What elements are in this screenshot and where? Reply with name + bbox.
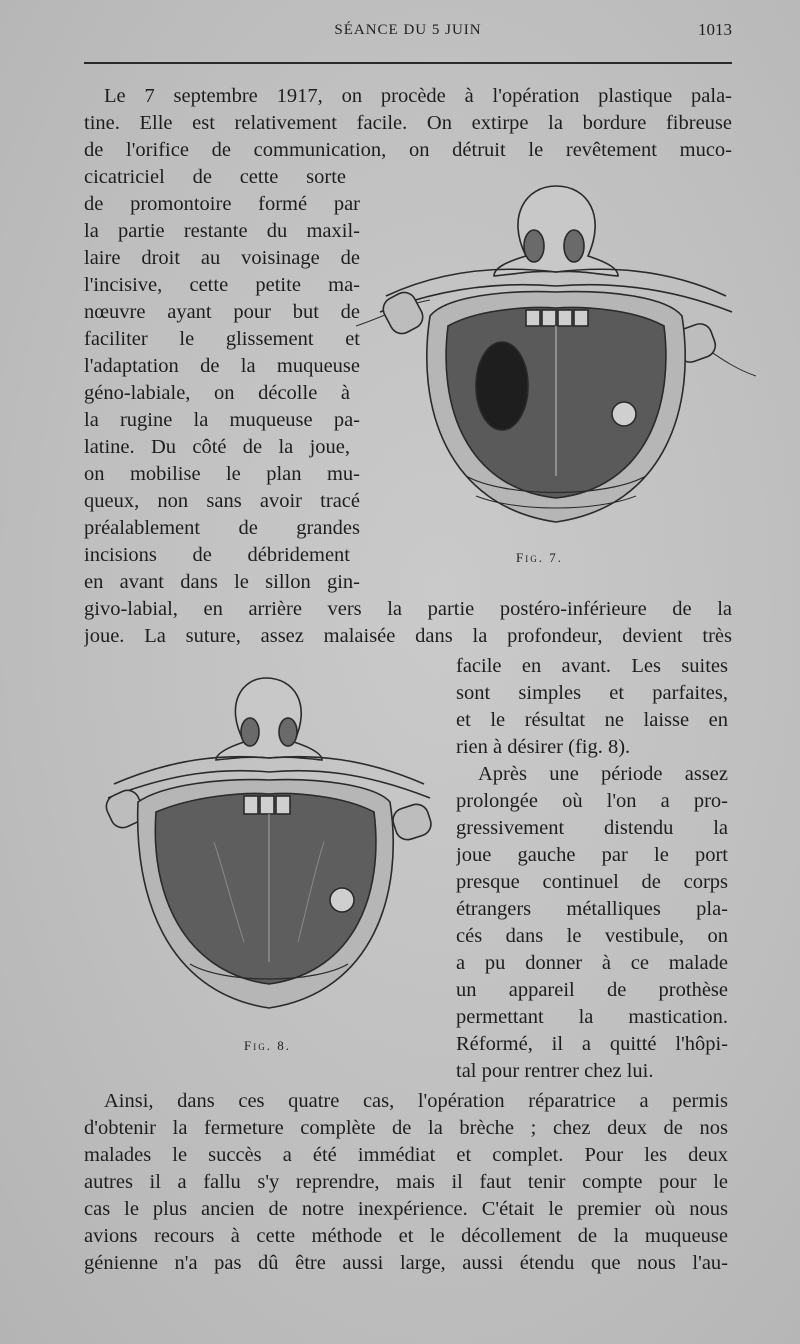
text-line: laire droit au voisinage de: [84, 247, 360, 269]
text-line: on mobilise le plan mu-: [84, 463, 360, 485]
running-title: SÉANCE DU 5 JUIN: [334, 22, 482, 38]
running-header: [84, 18, 732, 44]
text-line: tine. Elle est relativement facile. On extirpe la bordure fibreuse: [84, 112, 732, 134]
text-line: étrangers métalliques pla-: [456, 898, 728, 920]
text-line: nœuvre ayant pour but de: [84, 301, 360, 323]
text-line: cicatriciel de cette sorte: [84, 166, 346, 188]
text-line: tal pour rentrer chez lui.: [456, 1060, 654, 1082]
text-line: Ainsi, dans ces quatre cas, l'opération réparatrice a permis: [104, 1090, 728, 1112]
figure-8-caption: Fig. 8.: [244, 1038, 291, 1053]
text-line: la rugine la muqueuse pa-: [84, 409, 360, 431]
text-line: cas le plus ancien de notre inexpérience. C'était le premier où nous: [84, 1198, 728, 1220]
text-line: un appareil de prothèse: [456, 979, 728, 1001]
text-line: préalablement de grandes: [84, 517, 360, 539]
text-line: malades le succès a été immédiat et complet. Pour les deux: [84, 1144, 728, 1166]
text-line: prolongée où l'on a pro-: [456, 790, 728, 812]
text-line: de promontoire formé par: [84, 193, 360, 215]
text-line: et le résultat ne laisse en: [456, 709, 728, 731]
text-line: sont simples et parfaites,: [456, 682, 728, 704]
text-line: presque continuel de corps: [456, 871, 728, 893]
text-line: d'obtenir la fermeture complète de la brèche ; chez deux de nos: [84, 1117, 728, 1139]
text-line: cés dans le vestibule, on: [456, 925, 728, 947]
text-line: Réformé, il a quitté l'hôpi-: [456, 1033, 728, 1055]
text-line: géno-labiale, on décolle à: [84, 382, 350, 404]
text-line: joue. La suture, assez malaisée dans la profondeur, devient très: [84, 625, 732, 647]
text-line: gressivement distendu la: [456, 817, 728, 839]
text-line: Après une période assez: [478, 763, 728, 785]
text-line: a pu donner à ce malade: [456, 952, 728, 974]
text-line: l'adaptation de la muqueuse: [84, 355, 360, 377]
text-line: de l'orifice de communication, on détruit le revêtement muco-: [84, 139, 732, 161]
text-line: facile en avant. Les suites: [456, 655, 728, 677]
text-line: permettant la mastication.: [456, 1006, 728, 1028]
text-line: latine. Du côté de la joue,: [84, 436, 350, 458]
page-number: 1013: [698, 20, 732, 39]
text-line: queux, non sans avoir tracé: [84, 490, 360, 512]
text-line: joue gauche par le port: [456, 844, 728, 866]
text-line: l'incisive, cette petite ma-: [84, 274, 360, 296]
text-line: faciliter le glissement et: [84, 328, 360, 350]
figure-8-illustration: [94, 672, 444, 1024]
text-line: autres il a fallu s'y reprendre, mais il faut tenir compte pour le: [84, 1171, 728, 1193]
text-line: givo-labial, en arrière vers la partie postéro-inférieure de la: [84, 598, 732, 620]
header-rule: [84, 62, 732, 64]
text-line: avions recours à cette méthode et le décollement de la muqueuse: [84, 1225, 728, 1247]
text-line: la partie restante du maxil-: [84, 220, 360, 242]
text-line: incisions de débridement: [84, 544, 350, 566]
figure-7-illustration: [356, 176, 756, 542]
text-line: génienne n'a pas dû être aussi large, aussi étendu que nous l'au-: [84, 1252, 728, 1274]
figure-7-caption: Fig. 7.: [516, 550, 563, 565]
text-line: Le 7 septembre 1917, on procède à l'opération plastique pala-: [104, 85, 732, 107]
text-line: en avant dans le sillon gin-: [84, 571, 360, 593]
text-line: rien à désirer (fig. 8).: [456, 736, 631, 758]
